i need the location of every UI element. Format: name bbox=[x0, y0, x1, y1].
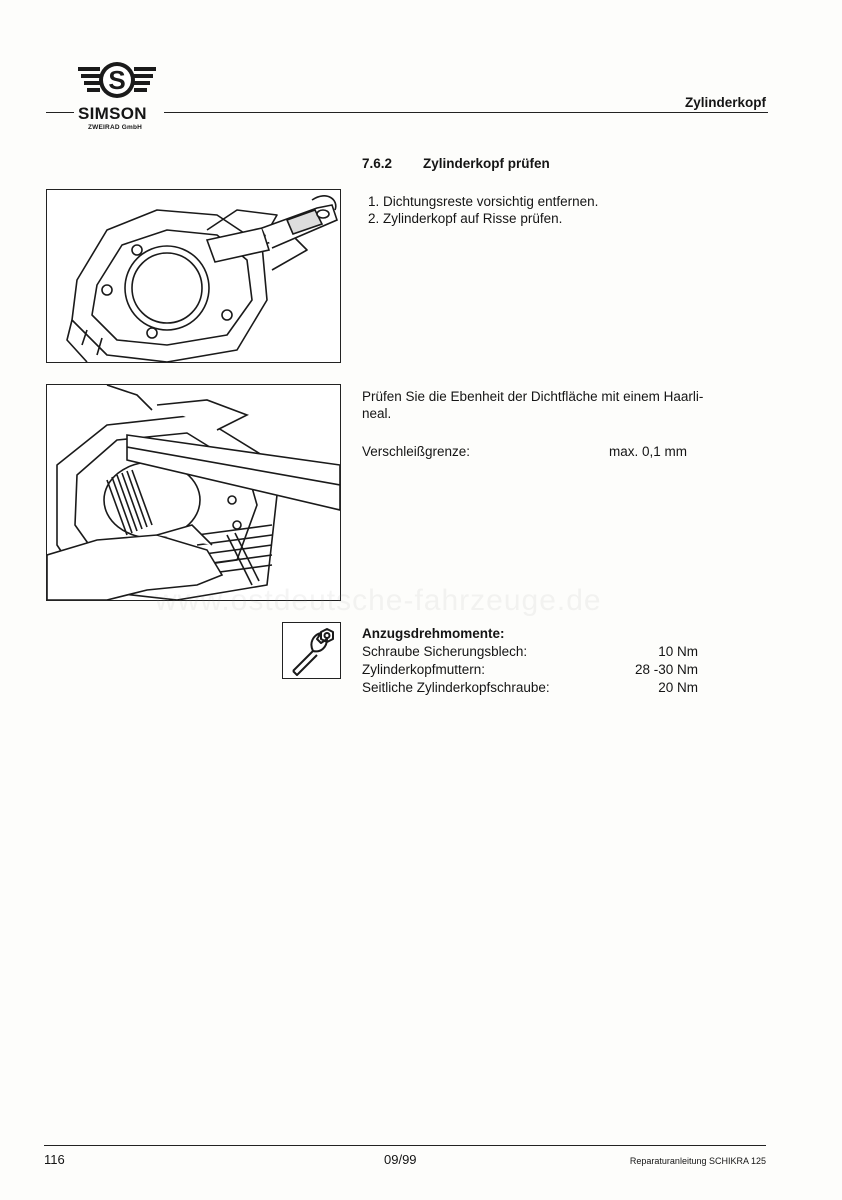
torque-label: Seitliche Zylinderkopfschraube: bbox=[362, 680, 550, 695]
wear-limit-label: Verschleißgrenze: bbox=[362, 444, 471, 459]
section-title: Zylinderkopf prüfen bbox=[423, 156, 550, 171]
page-number: 116 bbox=[44, 1152, 65, 1167]
footer-date: 09/99 bbox=[384, 1152, 417, 1167]
wrench-icon bbox=[283, 623, 340, 678]
chapter-title: Zylinderkopf bbox=[684, 95, 766, 110]
torque-row bbox=[362, 661, 698, 678]
flatness-line-2: neal. bbox=[362, 406, 392, 421]
figure-flatness-check bbox=[46, 384, 341, 601]
watermark: www.ostdeutsche-fahrzeuge.de bbox=[155, 584, 602, 617]
header-rule-left bbox=[46, 112, 74, 113]
footer-doc-title: Reparaturanleitung SCHIKRA 125 bbox=[629, 1156, 766, 1166]
footer-rule bbox=[44, 1145, 766, 1146]
torque-heading: Anzugsdrehmomente: bbox=[362, 626, 505, 641]
section-number: 7.6.2 bbox=[362, 156, 393, 171]
step-2: 2. Zylinderkopf auf Risse prüfen. bbox=[368, 211, 563, 226]
brand-name: SIMSON bbox=[78, 104, 147, 123]
header-rule bbox=[164, 112, 768, 113]
torque-icon-box bbox=[282, 622, 341, 679]
torque-value: 28 -30 Nm bbox=[634, 662, 698, 677]
torque-row bbox=[362, 643, 698, 660]
cylinder-head-scraper-illustration bbox=[47, 190, 340, 362]
torque-label: Schraube Sicherungsblech: bbox=[362, 644, 528, 659]
flatness-instruction bbox=[362, 388, 752, 422]
torque-value: 10 Nm bbox=[658, 644, 698, 659]
wear-limit-value: max. 0,1 mm bbox=[609, 444, 688, 459]
brand-subtitle: ZWEIRAD GmbH bbox=[88, 124, 143, 131]
figure-cylinder-head-cleaning bbox=[46, 189, 341, 363]
straightedge-check-illustration bbox=[47, 385, 340, 600]
simson-logo-emblem bbox=[72, 58, 162, 104]
svg-text:S: S bbox=[108, 65, 126, 95]
torque-label: Zylinderkopfmuttern: bbox=[362, 662, 486, 677]
torque-table bbox=[362, 643, 698, 697]
torque-row bbox=[362, 679, 698, 696]
torque-value: 20 Nm bbox=[658, 680, 698, 695]
step-list bbox=[368, 193, 598, 227]
step-1: 1. Dichtungsreste vorsichtig entfernen. bbox=[368, 194, 599, 209]
simson-logo bbox=[72, 58, 162, 144]
flatness-line-1: Prüfen Sie die Ebenheit der Dichtfläche mit einem Haarli- bbox=[362, 389, 704, 404]
